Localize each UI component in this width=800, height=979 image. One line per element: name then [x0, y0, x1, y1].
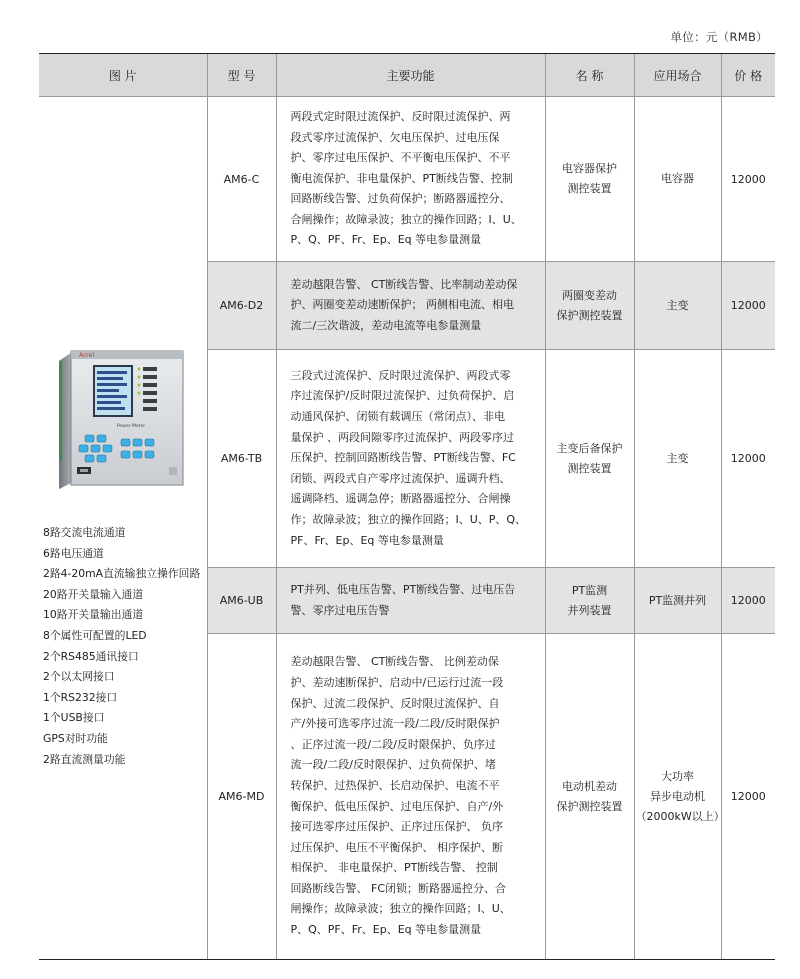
function-cell: 差动越限告警、 CT断线告警、 比例差动保 护、差动速断保护、启动中/已运行过流一段 保护、过流二段保护、反时限过流保护、自 产/外接可选零序过流一段/二段/反时限保护 、正序过流一段/二段/反时限保护、负序过 流一段/二段/反时限保护、过负荷保护、堵 转保护、过热保护、长启动保护、电流不平 衡保护、低电压保护、过电压保护、自产/外 接可选零序过压保护、正序过压保护、 负序 过压保护、电压不平衡保护、 相序保护、断 相保护、 非电量保护、PT断线告警、 控制 回路断线告警、 FC闭锁；断路器遥控分、合 闸操作；故障录波；独立的操作回路；I、U、 P、Q、PF、Fr、Ep、Eq 等电参量测量 — [276, 634, 545, 960]
model-cell: AM6-D2 — [207, 262, 276, 350]
function-cell: 三段式过流保护、反时限过流保护、两段式零 序过流保护/反时限过流保护、过负荷保护、启 动通风保护、闭锁有载调压（常闭点）、非电 量保护 、两段间隙零序过流保护、两段零序过 压保护、控制回路断线告警、PT断线告警、FC 闭锁、两段式自产零序过流保护、遥调升档、 遥调降档、遥调急停；断路器遥控分、合闸操 作；故障录波；独立的操作回路；I、U、P、Q、 PF、Fr、Ep、Eq 等电参量测量 — [276, 350, 545, 568]
application-cell: 主变 — [634, 262, 721, 350]
function-cell: PT并列、低电压告警、PT断线告警、过电压告 警、零序过电压告警 — [276, 568, 545, 634]
application-cell: 电容器 — [634, 97, 721, 262]
function-cell: 两段式定时限过流保护、反时限过流保护、两 段式零序过流保护、欠电压保护、过电压保 护、零序过电压保护、不平衡电压保护、不平 衡电流保护、非电量保护、PT断线告警、控制 回路断线告警、过负荷保护；断路器遥控分、 合闸操作；故障录波；独立的操作回路；I、U、 P、Q、PF、Fr、Ep、Eq 等电参量测量 — [276, 97, 545, 262]
name-cell: 电容器保护 测控装置 — [545, 97, 634, 262]
feature-item: 2个以太网接口 — [43, 670, 115, 684]
header-model: 型 号 — [207, 54, 276, 97]
feature-item: 6路电压通道 — [43, 546, 104, 560]
header-name: 名 称 — [545, 54, 634, 97]
model-cell: AM6-C — [207, 97, 276, 262]
feature-item: 8路交流电流通道 — [43, 526, 126, 539]
name-cell: 两圈变差动 保护测控装置 — [545, 262, 634, 350]
feature-list — [43, 523, 200, 770]
feature-item: 1个RS232接口 — [43, 690, 118, 704]
feature-item: 20路开关量输入通道 — [43, 587, 144, 601]
table-header-row — [39, 54, 775, 97]
currency-unit-label: 单位：元（RMB） — [670, 30, 768, 44]
header-price: 价 格 — [721, 54, 775, 97]
function-cell: 差动越限告警、 CT断线告警、比率制动差动保 护、两圈变差动速断保护； 两侧相电流、相电 流二/三次谐波，差动电流等电参量测量 — [276, 262, 545, 350]
table-row — [39, 97, 775, 262]
price-cell: 12000 — [721, 634, 775, 960]
header-function: 主要功能 — [276, 54, 545, 97]
feature-item: 1个USB接口 — [43, 711, 105, 725]
feature-item: 2个RS485通讯接口 — [43, 649, 139, 663]
feature-item: 2路4-20mA直流输独立操作回路 — [43, 567, 201, 581]
brand-logo-text: Acrel — [79, 352, 94, 359]
price-cell: 12000 — [721, 97, 775, 262]
feature-item: 10路开关量输出通道 — [43, 608, 144, 622]
name-cell: 电动机差动 保护测控装置 — [545, 634, 634, 960]
application-cell: 主变 — [634, 350, 721, 568]
name-cell: 主变后备保护 测控装置 — [545, 350, 634, 568]
price-cell: 12000 — [721, 262, 775, 350]
application-cell: 大功率 异步电动机 （2000kW以上） — [634, 634, 721, 960]
model-cell: AM6-TB — [207, 350, 276, 568]
name-cell: PT监测 并列装置 — [545, 568, 634, 634]
price-cell: 12000 — [721, 568, 775, 634]
feature-item: 2路直流测量功能 — [43, 752, 126, 766]
application-cell: PT监测并列 — [634, 568, 721, 634]
model-cell: AM6-MD — [207, 634, 276, 960]
feature-item: 8个属性可配置的LED — [43, 628, 147, 642]
feature-item: GPS对时功能 — [43, 731, 108, 745]
product-image-cell — [39, 97, 207, 960]
price-cell: 12000 — [721, 350, 775, 568]
device-caption-text: Power Meter — [117, 424, 146, 429]
header-image: 图 片 — [39, 54, 207, 97]
product-table — [39, 53, 775, 960]
protection-device-image — [59, 347, 191, 497]
model-cell: AM6-UB — [207, 568, 276, 634]
header-application: 应用场合 — [634, 54, 721, 97]
